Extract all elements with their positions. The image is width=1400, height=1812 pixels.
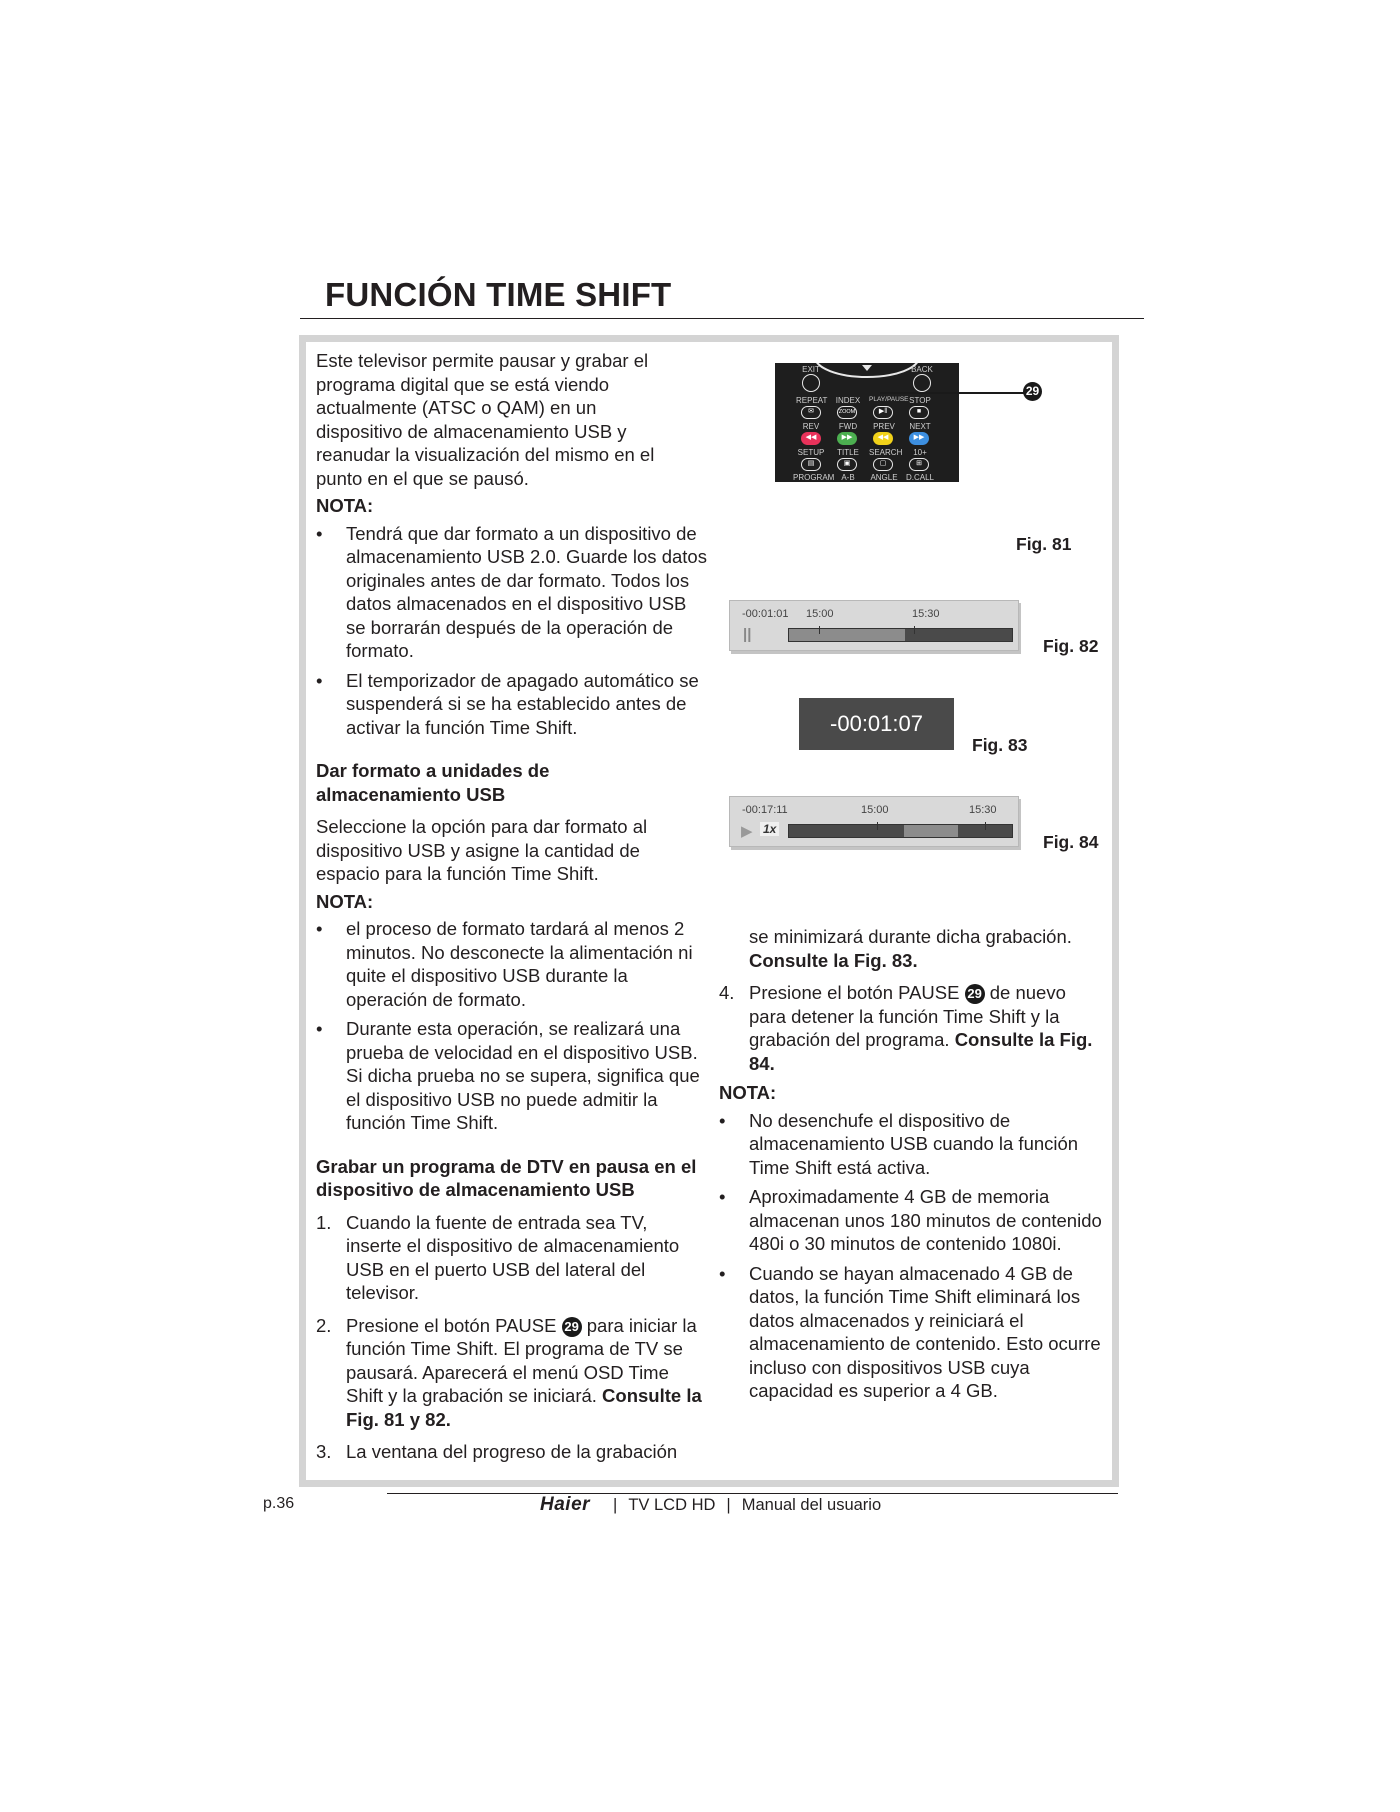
- elapsed-time: -00:17:11: [742, 804, 788, 816]
- remote-label: ANGLE: [870, 473, 898, 482]
- callout-leader-line: [880, 392, 1026, 394]
- remote-label: D.CALL: [905, 473, 934, 482]
- remote-label: PROGRAM: [793, 473, 835, 482]
- page-title: FUNCIÓN TIME SHIFT: [325, 276, 672, 313]
- figure-caption: Fig. 82: [1043, 636, 1099, 656]
- figure-caption: Fig. 83: [972, 735, 1028, 755]
- figure-reference: Consulte la Fig. 84.: [749, 1029, 1093, 1074]
- note-list: [719, 1109, 1107, 1403]
- elapsed-time: -00:01:01: [742, 608, 789, 620]
- step-item: 2. Presione el botón PAUSE 29 para iniciar la función Time Shift. El programa de TV se pausará. Aparecerá el menú OSD Time Shift y la grabación se iniciará. Consulte la Fig. 81 y 82.: [316, 1314, 702, 1430]
- figure-reference: Consulte la Fig. 81 y 82.: [346, 1385, 702, 1430]
- section-heading: Dar formato a unidades de almacenamiento USB: [316, 760, 550, 805]
- ten-plus-button: ⊞: [909, 458, 929, 471]
- time-tick: [985, 822, 986, 830]
- figure-caption: Fig. 84: [1043, 832, 1099, 852]
- stop-button: ■: [909, 406, 929, 419]
- play-icon: ▶: [741, 823, 753, 840]
- rev-button: ◀◀: [801, 432, 821, 445]
- footer: Haier | TV LCD HD | Manual del usuario: [540, 1494, 882, 1515]
- footer-product: TV LCD HD: [628, 1496, 716, 1514]
- pause-button-badge: 29: [965, 984, 985, 1004]
- repeat-button: ✉: [801, 406, 821, 419]
- list-item: • Cuando se hayan almacenado 4 GB de datos, la función Time Shift eliminará los datos almacenados y reiniciará el almacenamiento de contenido. Esto ocurre incluso con dispositivos USB cuya capacidad es superior a 4 GB.: [719, 1262, 1101, 1401]
- list-item: • Tendrá que dar formato a un dispositivo de almacenamiento USB 2.0. Guarde los datos originales antes de dar formato. Todos los datos almacenados en el dispositivo USB se borrarán después de la operación de formato.: [316, 522, 707, 661]
- setup-button: ▤: [801, 458, 821, 471]
- remote-label: TITLE: [837, 448, 859, 457]
- note-label: NOTA:: [719, 1082, 777, 1103]
- remote-control-image: [775, 363, 959, 482]
- list-item: • El temporizador de apagado automático se suspenderá si se ha establecido antes de activar la función Time Shift.: [316, 669, 699, 738]
- remote-label: 10+: [913, 448, 927, 457]
- figure-caption: Fig. 81: [1016, 534, 1072, 554]
- haier-logo: Haier: [540, 1494, 591, 1515]
- remote-label: REV: [802, 422, 820, 431]
- bullet-mark: •: [316, 522, 323, 544]
- steps-list: [719, 925, 1107, 1075]
- title-button: ▣: [837, 458, 857, 471]
- start-time: 15:00: [861, 804, 889, 816]
- time-tick: [819, 626, 820, 634]
- time-tick: [914, 626, 915, 634]
- remote-label: FWD: [838, 422, 858, 431]
- fwd-button: ▶▶: [837, 432, 857, 445]
- step-number: 1.: [316, 1211, 332, 1233]
- exit-button: [802, 374, 820, 392]
- play-pause-button: ▶‖: [873, 406, 893, 419]
- format-text: Seleccione la opción para dar formato al dispositivo USB y asigne la cantidad de espacio para la función Time Shift.: [316, 816, 648, 884]
- step-item: 1. Cuando la fuente de entrada sea TV, inserte el dispositivo de almacenamiento USB en el puerto USB del lateral del televisor.: [316, 1211, 680, 1303]
- remote-label: SEARCH: [869, 448, 903, 457]
- start-time: 15:00: [806, 608, 834, 620]
- bullet-mark: •: [316, 669, 323, 691]
- remote-label: REPEAT: [796, 396, 828, 405]
- remote-label: BACK: [911, 365, 933, 374]
- remote-label: SETUP: [797, 448, 825, 457]
- right-column: [719, 925, 1107, 1409]
- remote-label: EXIT: [802, 365, 820, 374]
- title-divider: [300, 318, 1144, 319]
- callout-badge-29: 29: [1023, 382, 1042, 401]
- end-time: 15:30: [969, 804, 997, 816]
- progress-remaining: [909, 629, 1012, 641]
- section-heading: Grabar un programa de DTV en pausa en el dispositivo de almacenamiento USB: [316, 1155, 697, 1200]
- step-number: 4.: [719, 982, 735, 1003]
- timeshift-bar-fig82: [729, 600, 1019, 651]
- remote-label: PLAY/PAUSE: [869, 396, 909, 403]
- search-button: ▢: [873, 458, 893, 471]
- note-list: [316, 917, 708, 1135]
- progress-track: [788, 628, 1013, 642]
- remote-label: INDEX: [835, 396, 861, 405]
- bullet-mark: •: [719, 1262, 726, 1284]
- bullet-mark: •: [719, 1186, 726, 1207]
- list-item: • el proceso de formato tardará al menos 2 minutos. No desconecte la alimentación ni quite el dispositivo USB durante la operación de formato.: [316, 918, 693, 1010]
- remote-label: PREV: [873, 422, 895, 431]
- footer-manual: Manual del usuario: [741, 1496, 882, 1514]
- back-button: [913, 374, 931, 392]
- played-segment: [789, 825, 904, 837]
- step-number: 2.: [316, 1314, 332, 1336]
- list-item: • Aproximadamente 4 GB de memoria almacenan unos 180 minutos de contenido 480i o 30 minutos de contenido 1080i.: [719, 1186, 1102, 1254]
- intro-text: Este televisor permite pausar y grabar el programa digital que se está viendo actualmente (ATSC o QAM) en un dispositivo de almacenamiento USB y reanudar la visualización del mismo en el punto en el que se pausó.: [316, 350, 655, 489]
- timeshift-bar-fig84: [729, 796, 1019, 847]
- remote-label: A-B: [841, 473, 855, 482]
- steps-list: [316, 1211, 708, 1464]
- note-list: [316, 522, 708, 740]
- remote-label: STOP: [909, 396, 931, 405]
- pause-button-badge: 29: [562, 1317, 582, 1337]
- step-item: se minimizará durante dicha grabación. Consulte la Fig. 83.: [749, 926, 1072, 971]
- timeshift-osd-fig83: -00:01:07: [799, 698, 954, 750]
- time-tick: [877, 822, 878, 830]
- step-number: 3.: [316, 1441, 332, 1462]
- prev-button: ◀◀: [873, 432, 893, 445]
- list-item: • Durante esta operación, se realizará una prueba de velocidad en el dispositivo USB. Si dicha prueba no se supera, significa que el dispositivo USB no puede admitir la función Time Shift.: [316, 1018, 700, 1133]
- left-column: [316, 349, 708, 1470]
- note-label: NOTA:: [316, 890, 374, 912]
- progress-track: [788, 824, 1013, 838]
- next-button: ▶▶: [909, 432, 929, 445]
- bullet-mark: •: [719, 1109, 726, 1131]
- figure-reference: Consulte la Fig. 83.: [749, 949, 918, 971]
- pause-icon: ||: [743, 626, 752, 643]
- bullet-mark: •: [316, 1018, 323, 1039]
- step-item: 3. La ventana del progreso de la grabación: [316, 1441, 678, 1462]
- bullet-mark: •: [316, 918, 323, 939]
- progress-fill: [789, 629, 905, 641]
- remote-label: NEXT: [909, 422, 931, 431]
- step-item: 4. Presione el botón PAUSE 29 de nuevo para detener la función Time Shift y la grabación del programa. Consulte la Fig. 84.: [719, 982, 1093, 1074]
- list-item: • No desenchufe el dispositivo de almacenamiento USB cuando la función Time Shift está activa.: [719, 1109, 1079, 1178]
- speed-indicator: 1x: [760, 822, 779, 836]
- zoom-button: ZOOM: [837, 406, 857, 419]
- page-number: p.36: [263, 1495, 295, 1512]
- end-time: 15:30: [912, 608, 940, 620]
- note-label: NOTA:: [316, 495, 374, 516]
